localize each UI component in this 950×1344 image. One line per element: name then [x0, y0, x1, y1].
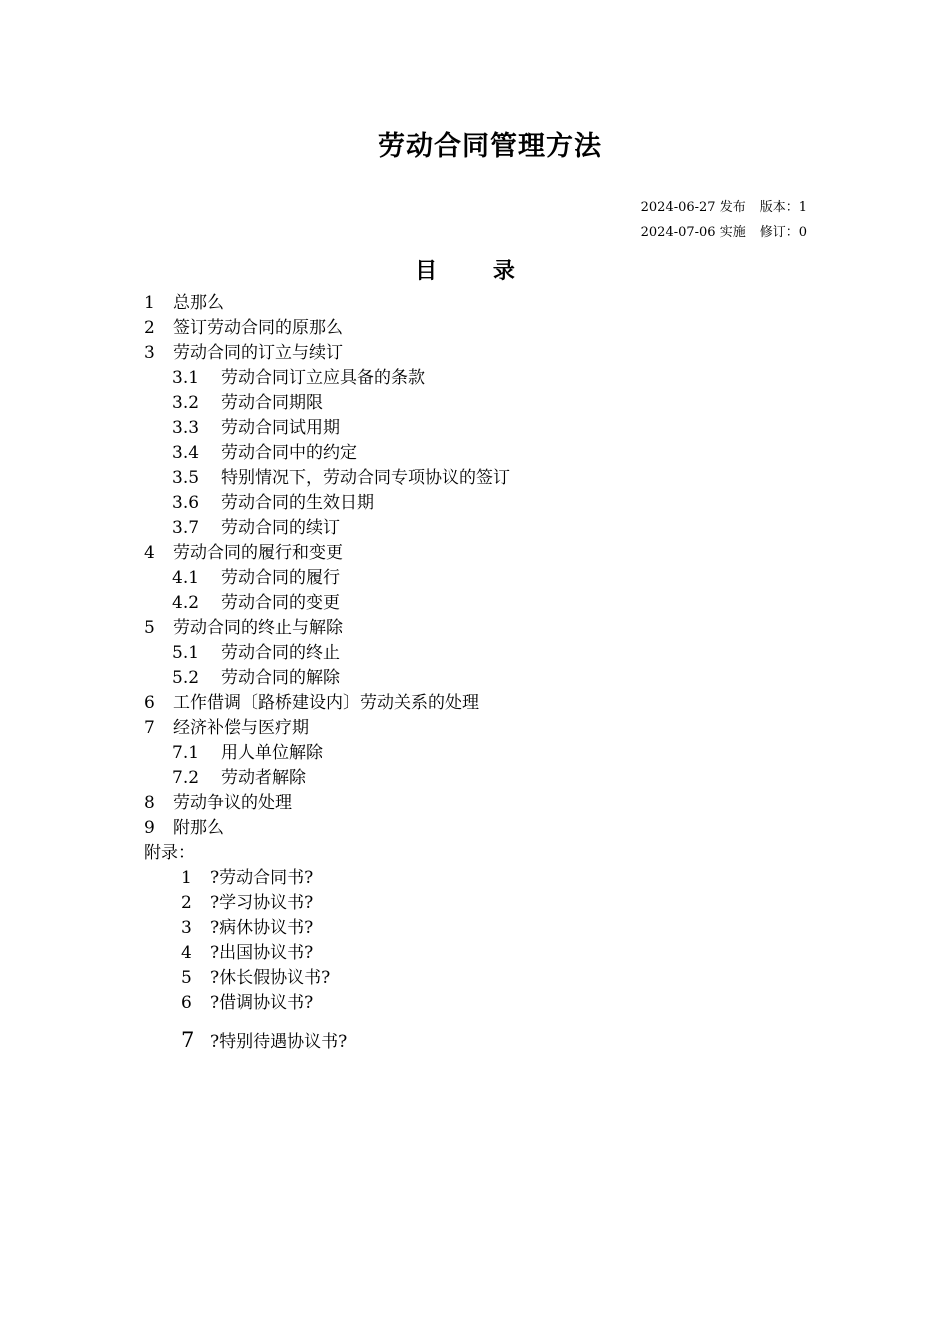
toc-entry[interactable] [144, 541, 510, 566]
toc-entry-title: 用人单位解除 [221, 743, 323, 763]
appendix-item-number: 5 [181, 968, 192, 988]
toc-entry-title: 劳动合同的履行和变更 [173, 543, 343, 563]
appendix-item[interactable] [181, 1028, 347, 1053]
appendix-item[interactable] [181, 891, 347, 916]
toc-entry-title: 工作借调〔路桥建设内〕劳动关系的处理 [173, 693, 479, 713]
toc-entry-title: 劳动合同试用期 [221, 418, 340, 438]
toc-entry-title: 劳动合同的续订 [221, 518, 340, 538]
toc-entry-number: 6 [144, 693, 155, 713]
toc-entry-number: 3.6 [172, 493, 200, 513]
appendix-item-number: 3 [181, 918, 192, 938]
toc-entry[interactable] [144, 316, 510, 341]
toc-entry-title: 劳动合同的订立与续订 [173, 343, 343, 363]
toc-entry-title: 劳动争议的处理 [173, 793, 292, 813]
appendix-item-number: 7 [181, 1028, 195, 1052]
toc-subentry[interactable] [144, 391, 510, 416]
toc-subentry[interactable] [144, 641, 510, 666]
toc-entry-title: 劳动合同期限 [221, 393, 323, 413]
toc-entry-title: 签订劳动合同的原那么 [173, 318, 343, 338]
toc-entry-number: 3 [144, 343, 155, 363]
toc-entry-number: 3.7 [172, 518, 200, 538]
appendix-item-title: ?特别待遇协议书? [210, 1032, 348, 1052]
toc-entry-title: 附那么 [173, 818, 224, 838]
toc-entry[interactable] [144, 816, 510, 841]
toc-entry-title: 劳动合同订立应具备的条款 [221, 368, 425, 388]
appendix-list [181, 866, 347, 1053]
appendix-item-number: 2 [181, 893, 192, 913]
version-label: 版本：1 [759, 200, 807, 215]
appendix-item-title: ?学习协议书? [210, 893, 314, 913]
toc-subentry[interactable] [144, 441, 510, 466]
appendix-item-number: 6 [181, 993, 192, 1013]
toc-entry-number: 2 [144, 318, 155, 338]
table-of-contents [144, 291, 510, 841]
toc-entry-number: 4.2 [172, 593, 200, 613]
appendix-item-title: ?出国协议书? [210, 943, 314, 963]
appendix-item[interactable] [181, 991, 347, 1016]
appendix-item[interactable] [181, 866, 347, 891]
publish-date: 2024-06-27 发布 [640, 200, 746, 215]
toc-entry-title: 劳动合同中的约定 [221, 443, 357, 463]
appendix-item[interactable] [181, 966, 347, 991]
toc-subentry[interactable] [144, 416, 510, 441]
toc-entry-title: 特别情况下，劳动合同专项协议的签订 [221, 468, 510, 488]
toc-heading: 目 录 [415, 259, 539, 284]
toc-subentry[interactable] [144, 566, 510, 591]
toc-entry[interactable] [144, 341, 510, 366]
publish-info [641, 196, 807, 215]
toc-entry-number: 7 [144, 718, 155, 738]
toc-entry[interactable] [144, 716, 510, 741]
toc-entry-number: 3.1 [172, 368, 200, 388]
toc-entry-number: 8 [144, 793, 155, 813]
appendix-item-title: ?劳动合同书? [210, 868, 314, 888]
toc-entry-title: 劳动合同的履行 [221, 568, 340, 588]
appendix-item-title: ?休长假协议书? [210, 968, 331, 988]
toc-entry-number: 3.4 [172, 443, 200, 463]
toc-entry-number: 1 [144, 293, 155, 313]
toc-subentry[interactable] [144, 741, 510, 766]
toc-entry-number: 5 [144, 618, 155, 638]
toc-entry-number: 3.5 [172, 468, 200, 488]
appendix-item-number: 1 [181, 868, 192, 888]
toc-entry-title: 总那么 [173, 293, 224, 313]
revision-label: 修订：0 [759, 225, 807, 240]
toc-entry-number: 5.1 [172, 643, 200, 663]
appendix-item[interactable] [181, 916, 347, 941]
toc-entry-number: 3.2 [172, 393, 200, 413]
toc-entry[interactable] [144, 616, 510, 641]
appendix-item-number: 4 [181, 943, 192, 963]
toc-entry-number: 5.2 [172, 668, 200, 688]
toc-subentry[interactable] [144, 666, 510, 691]
appendix-label: 附录： [144, 843, 195, 863]
toc-subentry[interactable] [144, 366, 510, 391]
toc-entry[interactable] [144, 691, 510, 716]
toc-entry-title: 劳动合同的终止与解除 [173, 618, 343, 638]
appendix-item-title: ?借调协议书? [210, 993, 314, 1013]
toc-entry[interactable] [144, 291, 510, 316]
appendix-item-title: ?病休协议书? [210, 918, 314, 938]
toc-entry-title: 劳动者解除 [221, 768, 306, 788]
toc-subentry[interactable] [144, 466, 510, 491]
toc-entry-title: 劳动合同的解除 [221, 668, 340, 688]
toc-entry-number: 4 [144, 543, 155, 563]
toc-entry-title: 劳动合同的生效日期 [221, 493, 374, 513]
effective-date: 2024-07-06 实施 [640, 225, 746, 240]
toc-subentry[interactable] [144, 491, 510, 516]
document-title: 劳动合同管理方法 [378, 131, 602, 162]
toc-entry-number: 3.3 [172, 418, 200, 438]
toc-entry-number: 7.2 [172, 768, 200, 788]
appendix-item[interactable] [181, 941, 347, 966]
toc-entry-title: 劳动合同的终止 [221, 643, 340, 663]
toc-subentry[interactable] [144, 766, 510, 791]
toc-entry-title: 劳动合同的变更 [221, 593, 340, 613]
toc-entry[interactable] [144, 791, 510, 816]
toc-subentry[interactable] [144, 591, 510, 616]
toc-entry-number: 7.1 [172, 743, 200, 763]
toc-entry-number: 4.1 [172, 568, 200, 588]
toc-entry-number: 9 [144, 818, 155, 838]
toc-subentry[interactable] [144, 516, 510, 541]
effective-info [641, 221, 807, 240]
toc-entry-title: 经济补偿与医疗期 [173, 718, 309, 738]
